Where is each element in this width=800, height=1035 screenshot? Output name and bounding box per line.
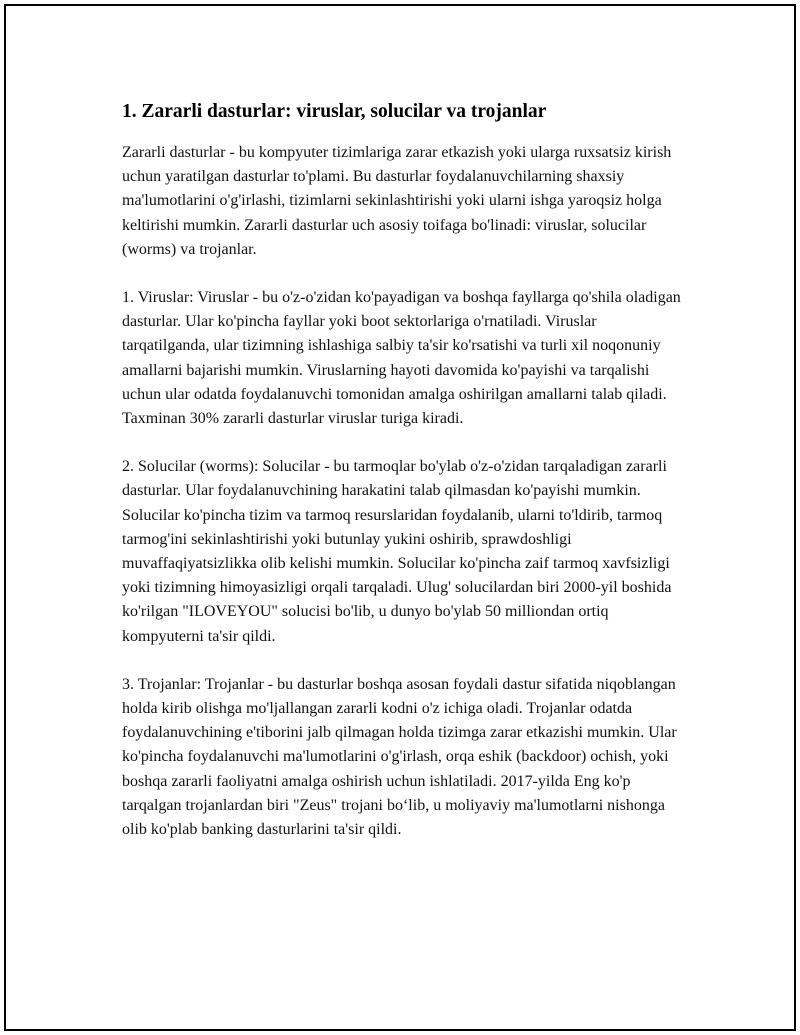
intro-paragraph: Zararli dasturlar - bu kompyuter tizimlariga zarar etkazish yoki ularga ruxsatsiz kirish uchun yaratilgan dasturlar to'plami. Bu dasturlar foydalanuvchilarning shaxsiy ma'lumotlarini o'g'irlashi, tizimlarni sekinlashtirishi yoki ularni ishga yaroqsiz holga keltirishi mumkin. Zararli dasturlar uch asosiy toifaga bo'linadi: viruslar, solucilar (worms) va trojanlar. [122,144,672,258]
trojans-paragraph: 3. Trojanlar: Trojanlar - bu dasturlar boshqa asosan foydali dastur sifatida niqoblangan holda kirib olishga mo'ljallangan zararli kodni o'z ichiga oladi. Trojanlar odatda foydalanuvchining e'tiborini jalb qilmagan holda tizimga zarar etkazishi mumkin. Ular ko'pincha foydalanuvchi ma'lumotlarini o'g'irlash, orqa eshik (backdoor) ochish, yoki boshqa zararli faoliyatni amalga oshirish uchun ishlatiladi. 2017-yilda Eng ko'p tarqalgan trojanlardan biri "Zeus" trojani bo‘lib, u moliyaviy ma'lumotlarni nishonga olib ko'plab banking dasturlarini ta'sir qildi. [122,675,677,839]
document-body [122,99,688,866]
page-frame [4,4,796,1031]
worms-paragraph: 2. Solucilar (worms): Solucilar - bu tarmoqlar bo'ylab o'z-o'zidan tarqaladigan zararli dasturlar. Ular foydalanuvchining harakatini talab qilmasdan ko'payishi mumkin. Solucilar ko'pincha tizim va tarmoq resurslaridan foydalanib, ularni to'ldirib, tarmoq tarmog'ini sekinlashtirishi yoki butunlay yukini oshirib, sprawdoshligi muvaffaqiyatsizlikka olib kelishi mumkin. Solucilar ko'pincha zaif tarmoq xavfsizligi yoki tizimning himoyasizligi orqali tarqaladi. Ulug' solucilardan biri 2000-yil boshida ko'rilgan "ILOVEYOU" solucisi bo'lib, u dunyo bo'ylab 50 milliondan ortiq kompyuterni ta'sir qildi. [122,458,672,645]
viruses-paragraph: 1. Viruslar: Viruslar - bu o'z-o'zidan ko'payadigan va boshqa fayllarga qo'shila oladigan dasturlar. Ular ko'pincha fayllar yoki boot sektorlariga o'rnatiladi. Viruslar tarqatilganda, ular tizimning ishlashiga salbiy ta'sir ko'rsatishi va turli xil noqonuniy amallarni bajarishi mumkin. Viruslarning hayoti davomida ko'payishi va tarqalishi uchun ular odatda foydalanuvchi tomonidan amalga oshirilgan amallarni talab qiladi. Taxminan 30% zararli dasturlar viruslar turiga kiradi. [122,289,681,428]
document-title: 1. Zararli dasturlar: viruslar, solucilar va trojanlar [122,101,547,122]
